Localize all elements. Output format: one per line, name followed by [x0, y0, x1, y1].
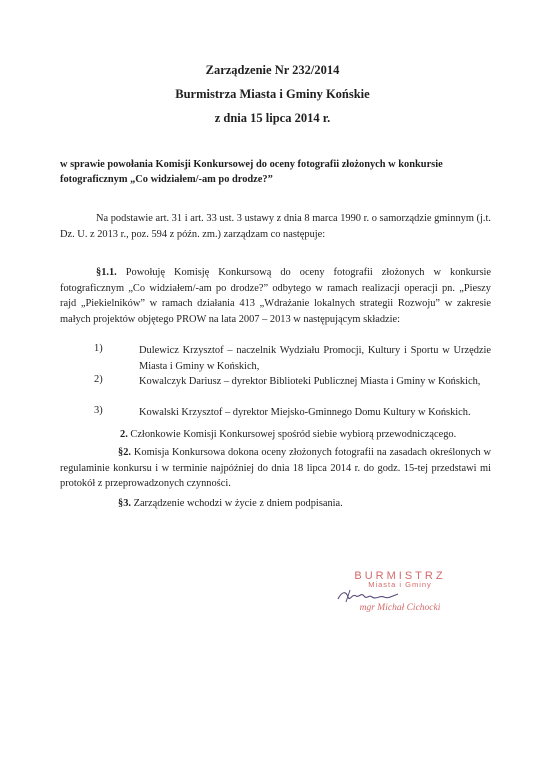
- member-3-number: 3): [94, 405, 103, 416]
- member-2-number: 2): [94, 374, 103, 385]
- section-3-paragraph: [118, 498, 343, 509]
- point-2-marker: 2.: [120, 429, 128, 440]
- handwritten-signature: [336, 587, 400, 605]
- stamp-title: BURMISTRZ: [354, 570, 446, 582]
- member-3-text: Kowalski Krzysztof – dyrektor Miejsko-Gminnego Domu Kultury w Końskich.: [139, 407, 471, 418]
- section-1-paragraph: [60, 265, 491, 327]
- section-1-point-2: [120, 429, 456, 440]
- point-2-text: Członkowie Komisji Konkursowej spośród siebie wybiorą przewodniczącego.: [127, 429, 457, 440]
- member-1-number: 1): [94, 343, 103, 354]
- section-3-marker: §3.: [118, 498, 131, 509]
- section-2-text: Komisja Konkursowa dokona oceny złożonych fotografii na zasadach określonych w regulaminie konkursu i w terminie najpóźniej do dnia 18 lipca 2014 r. do godz. 15-tej przedstawi mi protokół z przeprowadzonych czynności.: [60, 447, 491, 489]
- issuer-line: Burmistrza Miasta i Gminy Końskie: [175, 87, 370, 101]
- member-2-text: Kowalczyk Dariusz – dyrektor Biblioteki Publicznej Miasta i Gminy w Końskich,: [139, 376, 481, 387]
- stamp-name: mgr Michał Cichocki: [359, 603, 441, 613]
- section-1-marker: §1.1.: [96, 267, 117, 278]
- subject-line: w sprawie powołania Komisji Konkursowej do oceny fotografii złożonych w konkursie fotograficznym „Co widziałem/-am po drodze?”: [60, 159, 443, 185]
- document-title: Zarządzenie Nr 232/2014: [205, 63, 340, 77]
- stamp-subtitle: Miasta i Gminy: [368, 580, 432, 589]
- legal-basis-paragraph: Na podstawie art. 31 i art. 33 ust. 3 ustawy z dnia 8 marca 1990 r. o samorządzie gminnym (j.t. Dz. U. z 2013 r., poz. 594 z późn. zm.) zarządzam co następuje:: [60, 213, 491, 240]
- section-2-marker: §2.: [118, 447, 131, 458]
- section-3-text: Zarządzenie wchodzi w życie z dniem podpisania.: [131, 498, 343, 509]
- date-line: z dnia 15 lipca 2014 r.: [214, 111, 331, 125]
- member-1-text: Dulewicz Krzysztof – naczelnik Wydziału Promocji, Kultury i Sportu w Urzędzie Miasta i Gminy w Końskich,: [139, 345, 491, 372]
- section-1-text: Powołuję Komisję Konkursową do oceny fotografii złożonych w konkursie fotograficznym „Co widziałem/-am po drodze?” odbytego w ramach realizacji operacji pn. „Pieszy rajd „Piekielników” w ramach działania 413 „Wdrażanie lokalnych strategii Rozwoju” w zakresie małych projektów objętego PROW na lata 2007 – 2013 w następującym składzie:: [60, 267, 491, 325]
- section-2-paragraph: [60, 445, 491, 492]
